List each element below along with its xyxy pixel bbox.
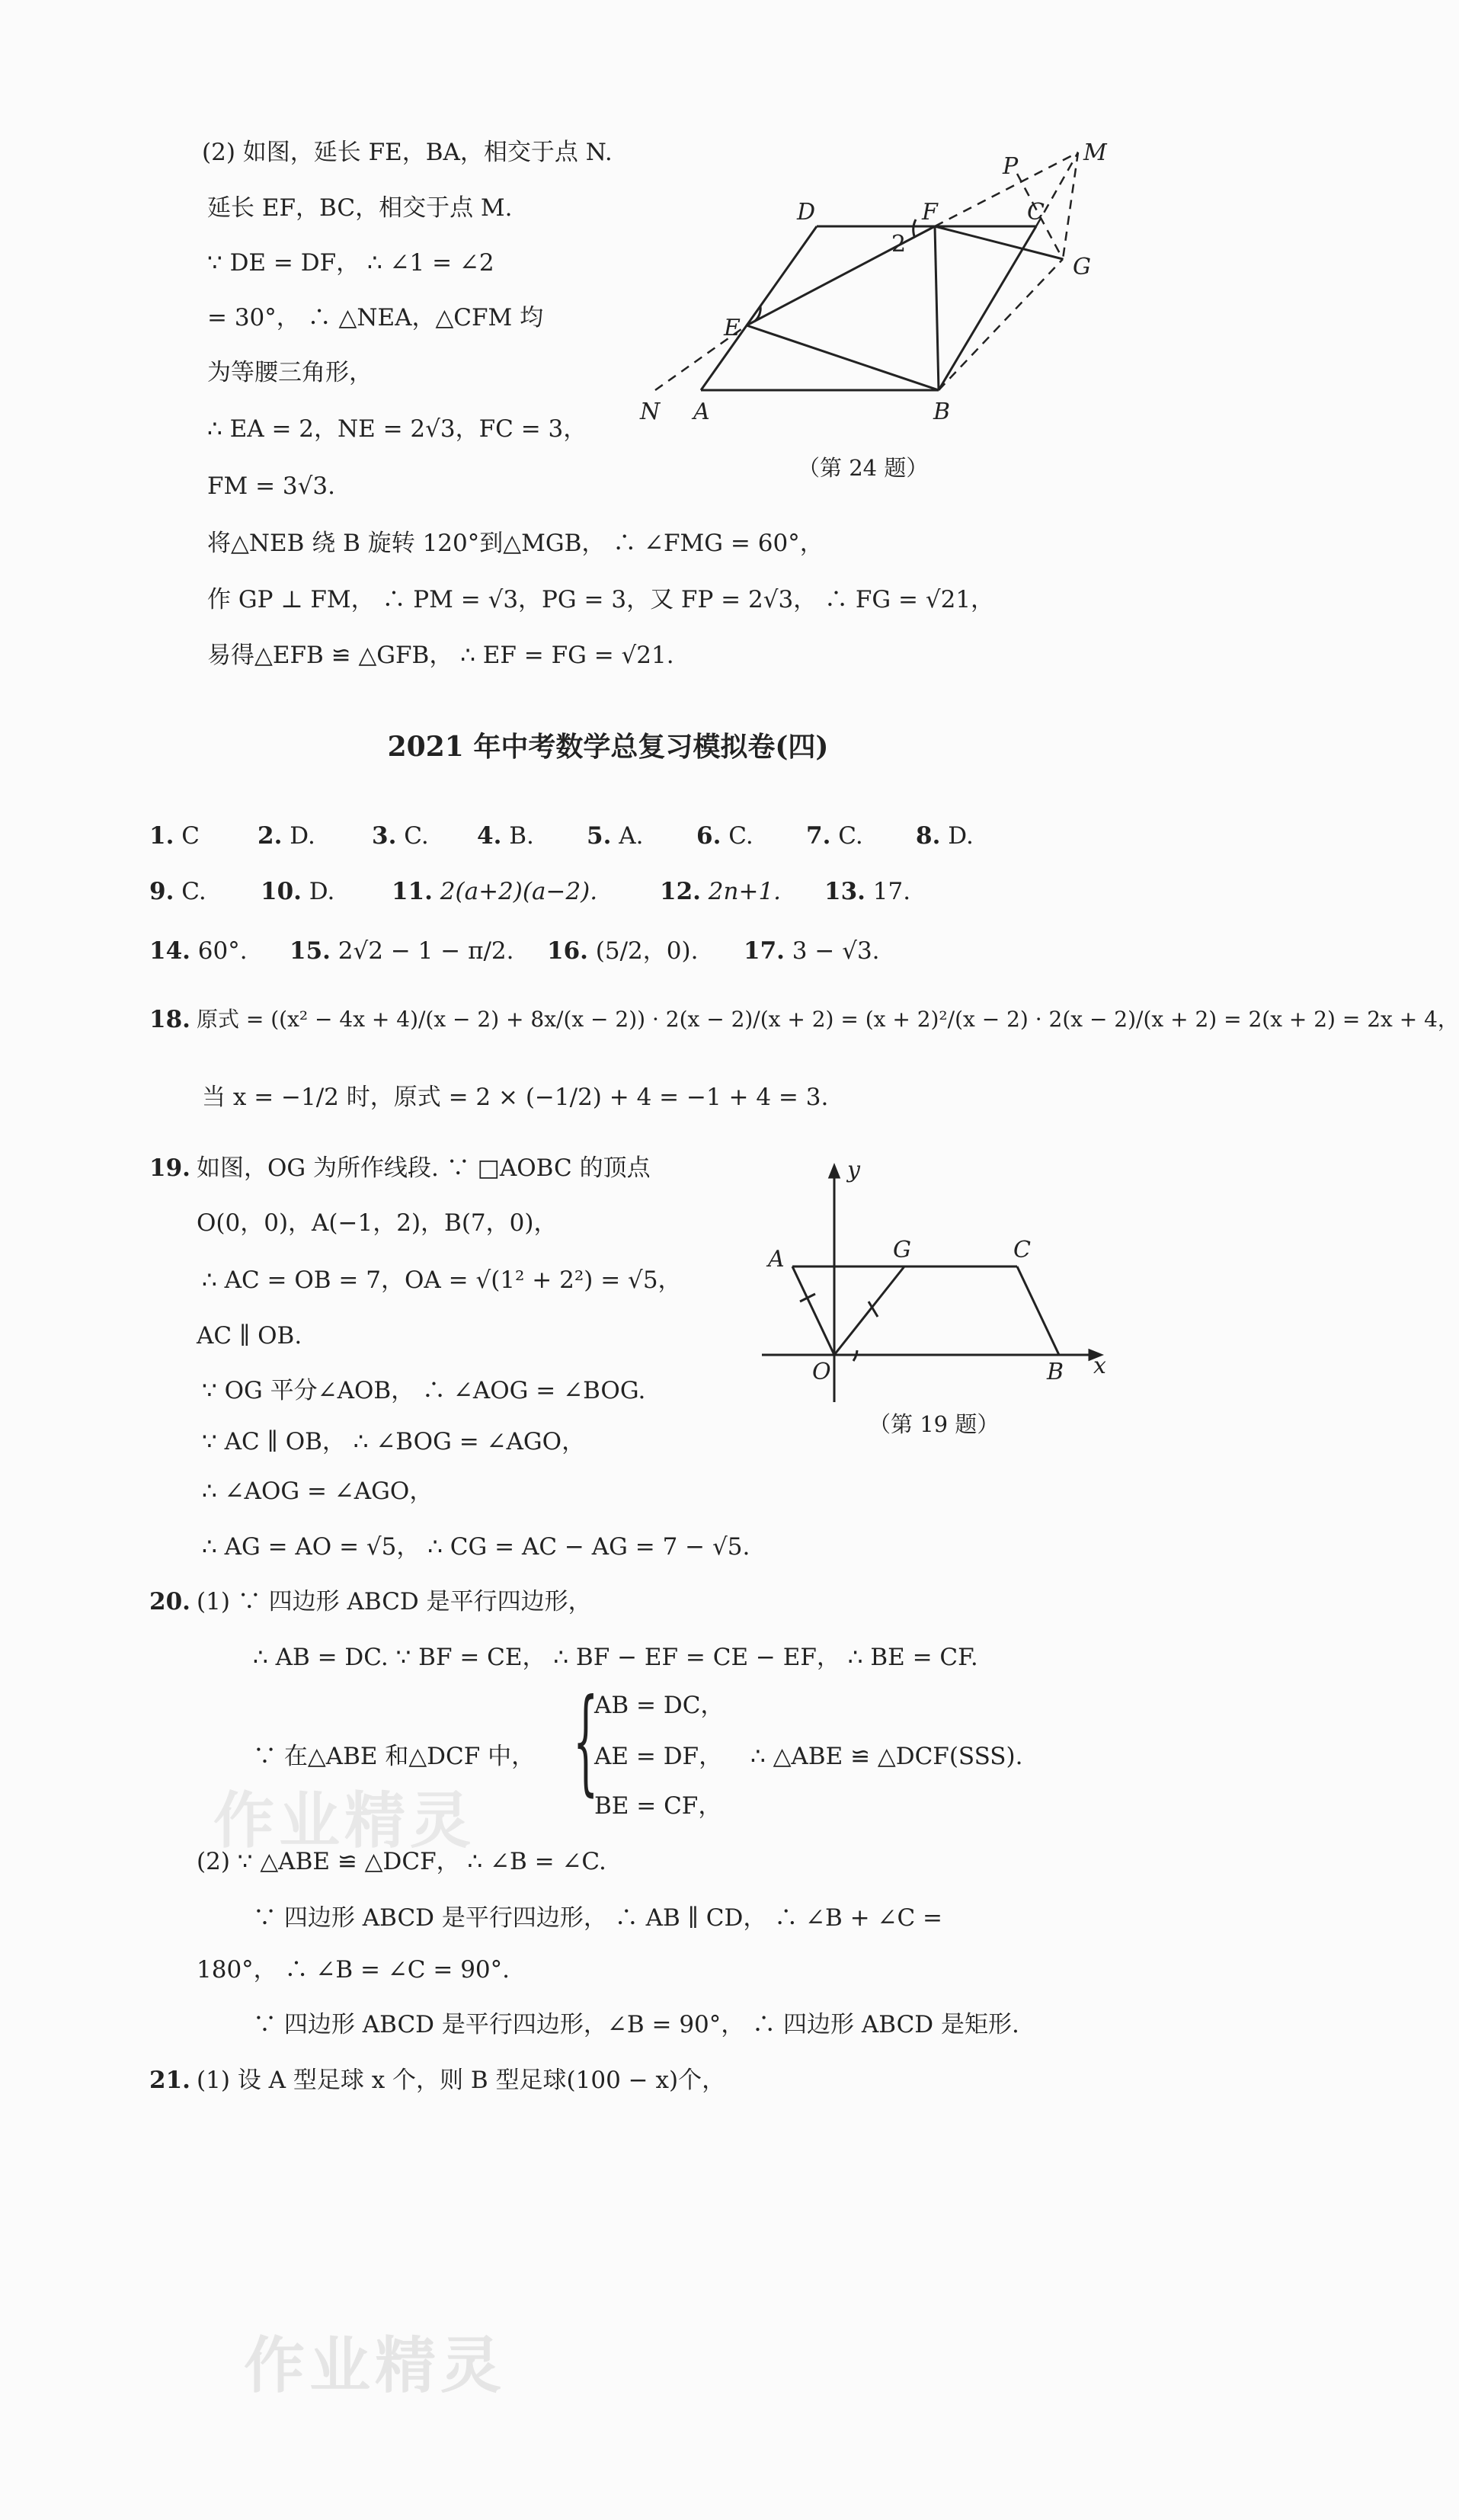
q20-line-2: ∴ AB = DC. ∵ BF = CE， ∴ BF − EF = CE − EF， ∴ BE = CF. [253, 1644, 978, 1671]
q20-number: 20. [149, 1588, 190, 1615]
p24-line-7: FM = 3√3. [207, 472, 335, 500]
watermark-middle: 作业精灵 [213, 1785, 475, 1856]
fig24-label-b: B [933, 399, 951, 425]
p24-line-3: ∵ DE = DF， ∴ ∠1 = ∠2 [207, 249, 494, 277]
q20-line-6: 180°， ∴ ∠B = ∠C = 90°. [197, 1956, 510, 1984]
q20-line-5: ∵ 四边形 ABCD 是平行四边形， ∴ AB ∥ CD， ∴ ∠B + ∠C = [253, 1904, 943, 1932]
fig19-line-ao [792, 1266, 834, 1355]
watermark-bottom: 作业精灵 [244, 2329, 506, 2401]
fig24-label-g: G [1073, 254, 1091, 280]
q19-line-4: AC ∥ OB. [197, 1322, 302, 1350]
q20-line-3b: ∴ △ABE ≌ △DCF(SSS). [750, 1743, 1023, 1770]
fig24-line-ef [747, 226, 935, 325]
figure-19 [754, 1151, 1120, 1417]
q20-line-7: ∵ 四边形 ABCD 是平行四边形，∠B = 90°， ∴ 四边形 ABCD 是矩形. [253, 2011, 1019, 2038]
section-title: 2021 年中考数学总复习模拟卷(四) [387, 731, 829, 763]
q20-system-line-2: AE = DF， [594, 1743, 723, 1770]
fig24-line-cb [939, 226, 1036, 390]
fig24-label-c: C [1027, 199, 1045, 226]
q20-system-line-1: AB = DC， [594, 1692, 725, 1719]
q18-number: 18. [149, 1006, 190, 1033]
p24-line-6: ∴ EA = 2，NE = 2√3，FC = 3， [207, 415, 587, 443]
q19-line-6: ∵ AC ∥ OB， ∴ ∠BOG = ∠AGO， [202, 1428, 586, 1455]
q20-line-1: (1) ∵ 四边形 ABCD 是平行四边形， [197, 1588, 592, 1615]
q21-number: 21. [149, 2067, 190, 2094]
fig19-label-o: O [812, 1359, 831, 1385]
fig24-line-da [701, 226, 817, 390]
q21-line-1: (1) 设 A 型足球 x 个，则 B 型足球(100 − x)个， [197, 2067, 726, 2094]
q19-number: 19. [149, 1154, 190, 1182]
fig19-label-a: A [768, 1246, 785, 1273]
q19-line-8: ∴ AG = AO = √5， ∴ CG = AC − AG = 7 − √5. [202, 1533, 750, 1561]
q20-line-4: (2) ∵ △ABE ≌ △DCF， ∴ ∠B = ∠C. [197, 1848, 606, 1875]
q19-line-7: ∴ ∠AOG = ∠AGO， [202, 1478, 434, 1505]
fig19-label-c: C [1013, 1237, 1031, 1263]
fig24-label-d: D [797, 199, 816, 226]
q19-line-2: O(0，0)，A(−1，2)，B(7，0)， [197, 1209, 558, 1237]
fig24-label-p: P [1003, 153, 1019, 180]
p24-line-2: 延长 EF，BC，相交于点 M. [207, 194, 513, 222]
fig24-label-e: E [724, 315, 741, 341]
p24-line-8: 将△NEB 绕 B 旋转 120°到△MGB， ∴ ∠FMG = 60°， [207, 530, 824, 557]
p24-line-5: 为等腰三角形， [207, 359, 373, 386]
q19-line-5: ∵ OG 平分∠AOB， ∴ ∠AOG = ∠BOG. [202, 1377, 646, 1404]
fig19-label-y: y [847, 1157, 860, 1183]
fig19-line-og [834, 1266, 904, 1355]
fig19-y-arrow [830, 1166, 839, 1177]
fig24-label-2: 2 [891, 231, 907, 258]
q18-line-1: 原式 = ((x² − 4x + 4)/(x − 2) + 8x/(x − 2)) · 2(x − 2)/(x + 2) = (x + 2)²/(x − 2) · 2(x − 2)/(x + 2) = 2(x + 2) = 2x + 4， [197, 1007, 1459, 1032]
q19-line-1: 如图，OG 为所作线段. ∵ □AOBC 的顶点 [197, 1154, 651, 1182]
p24-line-10: 易得△EFB ≌ △GFB， ∴ EF = FG = √21. [207, 642, 674, 669]
fig24-line-eb [747, 325, 939, 390]
fig24-angle-2 [913, 219, 916, 236]
fig24-label-m: M [1083, 139, 1107, 166]
q19-line-3: ∴ AC = OB = 7，OA = √(1² + 2²) = √5， [202, 1266, 682, 1294]
q20-system-brace: { [573, 1675, 599, 1808]
q18-line-2: 当 x = −1/2 时，原式 = 2 × (−1/2) + 4 = −1 + 4 = 3. [202, 1084, 829, 1111]
fig24-line-fb [935, 226, 939, 390]
fig24-label-f: F [922, 199, 938, 226]
fig19-label-b: B [1047, 1359, 1064, 1385]
fig19-line-cb [1017, 1266, 1059, 1355]
fig19-label-x: x [1093, 1353, 1106, 1379]
fig24-label-n: N [640, 399, 661, 425]
fig24-label-a: A [693, 399, 710, 425]
p24-line-9: 作 GP ⊥ FM， ∴ PM = √3，PG = 3，又 FP = 2√3， ∴ FG = √21， [207, 586, 995, 613]
q20-system-line-3: BE = CF， [594, 1792, 722, 1820]
fig24-caption: （第 24 题） [798, 455, 929, 481]
fig24-dash-mg [1063, 152, 1078, 259]
q20-line-3a: ∵ 在△ABE 和△DCF 中， [253, 1743, 536, 1770]
fig24-dash-bg [939, 259, 1063, 390]
fig24-line-fg [935, 226, 1063, 259]
figure-24 [640, 130, 1128, 480]
fig19-label-g: G [893, 1237, 911, 1263]
p24-line-1: (2) 如图，延长 FE，BA，相交于点 N. [202, 139, 613, 166]
fig19-caption: （第 19 题） [869, 1411, 1000, 1437]
p24-line-4: = 30°， ∴ △NEA，△CFM 均 [207, 304, 544, 331]
